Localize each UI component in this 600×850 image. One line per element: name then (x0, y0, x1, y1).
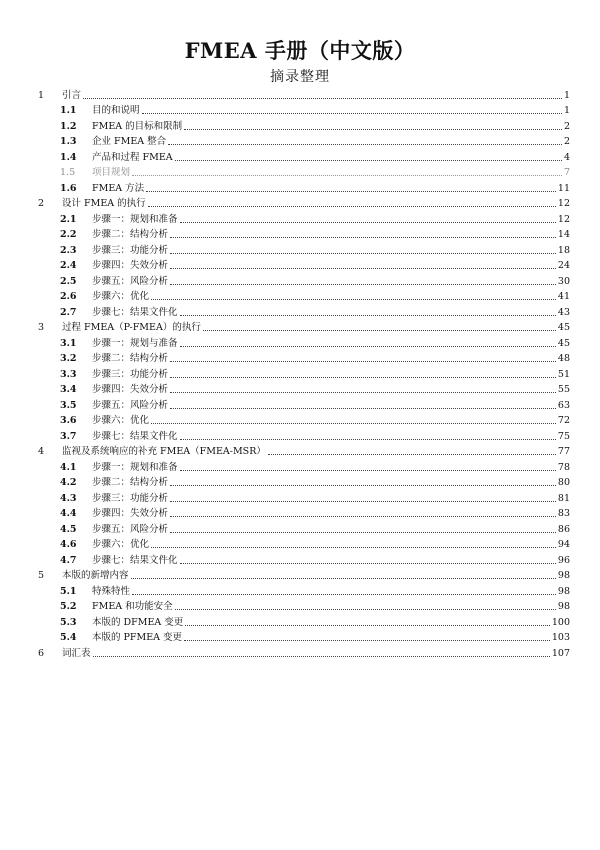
toc-dot-leader (180, 470, 556, 471)
toc-entry-title: 步骤五：风险分析 (92, 275, 169, 287)
toc-entry[interactable] (32, 412, 570, 428)
toc-entry[interactable] (32, 179, 570, 195)
toc-entry[interactable] (32, 598, 570, 614)
toc-entry[interactable] (32, 117, 570, 133)
toc-entry-title: 步骤一：规划与准备 (92, 337, 178, 349)
toc-dot-leader (175, 609, 556, 610)
toc-entry-title: 步骤三：功能分析 (92, 244, 169, 256)
toc-entry-number: 3 (38, 322, 45, 333)
document-title: FMEA 手册（中文版） (184, 38, 416, 63)
toc-entry-title: 步骤六：优化 (92, 291, 150, 302)
toc-entry-number: 4.5 (60, 523, 77, 535)
toc-dot-leader (170, 501, 556, 502)
toc-entry-page-number: 7 (563, 167, 570, 178)
toc-entry[interactable] (32, 288, 570, 304)
toc-entry-title: 步骤五：风险分析 (92, 523, 169, 535)
toc-entry-title: 本版的新增内容 (62, 570, 129, 581)
toc-entry-page-number: 78 (557, 461, 570, 473)
toc-dot-leader (184, 129, 562, 130)
toc-dot-leader (170, 516, 556, 517)
toc-entry-page-number: 100 (551, 616, 570, 628)
toc-entry-page-number: 43 (557, 306, 570, 318)
toc-entry-number: 1.3 (60, 136, 77, 147)
toc-entry-number: 5.3 (60, 616, 77, 628)
toc-entry[interactable] (32, 365, 570, 381)
toc-entry-page-number: 55 (557, 384, 570, 395)
toc-entry-number: 1.5 (60, 167, 76, 178)
toc-dot-leader (180, 563, 556, 564)
toc-entry[interactable] (32, 133, 570, 149)
toc-dot-leader (151, 547, 556, 548)
toc-entry-number: 2.1 (60, 213, 77, 225)
toc-entry-number: 1.1 (60, 105, 77, 116)
toc-entry-number: 4.2 (60, 477, 77, 488)
toc-entry-title: 过程 FMEA（P-FMEA）的执行 (62, 322, 201, 333)
toc-entry-number: 2.5 (60, 275, 77, 287)
toc-entry-page-number: 75 (557, 430, 570, 442)
toc-dot-leader (170, 408, 556, 409)
toc-entry[interactable] (32, 210, 570, 226)
toc-entry-number: 5 (38, 570, 45, 581)
toc-entry[interactable] (32, 520, 570, 536)
toc-entry-title: FMEA 的目标和限制 (92, 120, 183, 132)
toc-dot-leader (170, 361, 556, 362)
toc-entry-number: 3.1 (60, 337, 77, 349)
toc-entry-page-number: 77 (557, 446, 570, 457)
toc-entry-number: 3.5 (60, 399, 77, 411)
toc-entry-page-number: 94 (557, 539, 570, 550)
toc-dot-leader (146, 191, 556, 192)
toc-dot-leader (142, 113, 562, 114)
toc-entry-page-number: 12 (557, 213, 570, 225)
toc-entry-page-number: 1 (563, 105, 570, 116)
toc-entry-number: 1.2 (60, 120, 77, 132)
toc-dot-leader (148, 206, 556, 207)
toc-entry-page-number: 51 (557, 368, 570, 380)
toc-dot-leader (170, 237, 556, 238)
toc-entry[interactable] (32, 505, 570, 521)
toc-entry-number: 4.6 (60, 539, 77, 550)
toc-entry-number: 4.7 (60, 554, 77, 566)
toc-entry-title: 步骤四：失效分析 (92, 384, 169, 395)
toc-entry-number: 5.2 (60, 601, 77, 612)
toc-entry[interactable] (32, 443, 570, 459)
toc-entry-title: 引言 (62, 89, 82, 101)
toc-entry-title: 本版的 PFMEA 变更 (92, 632, 183, 643)
toc-dot-leader (184, 640, 550, 641)
toc-entry[interactable] (32, 458, 570, 474)
toc-dot-leader (168, 144, 562, 145)
toc-entry[interactable] (32, 272, 570, 288)
toc-entry[interactable] (32, 257, 570, 273)
toc-dot-leader (180, 315, 556, 316)
toc-entry-title: 步骤五：风险分析 (92, 399, 169, 411)
toc-entry[interactable] (32, 644, 570, 660)
toc-entry[interactable] (32, 303, 570, 319)
toc-entry-title: 步骤七：结果文件化 (92, 430, 178, 442)
toc-dot-leader (170, 284, 556, 285)
toc-entry[interactable] (32, 629, 570, 645)
toc-entry[interactable] (32, 102, 570, 118)
toc-entry-page-number: 12 (557, 198, 570, 209)
toc-dot-leader (83, 98, 562, 99)
toc-entry-title: 目的和说明 (92, 105, 140, 116)
toc-entry[interactable] (32, 427, 570, 443)
toc-entry[interactable] (32, 148, 570, 164)
toc-entry-title: 步骤二：结构分析 (92, 353, 169, 364)
toc-entry-page-number: 98 (557, 601, 570, 612)
toc-entry-page-number: 63 (557, 399, 570, 411)
toc-entry-page-number: 81 (557, 492, 570, 504)
toc-entry[interactable] (32, 396, 570, 412)
toc-dot-leader (170, 268, 556, 269)
toc-entry-title: FMEA 方法 (92, 182, 145, 194)
document-subtitle: 摘录整理 (270, 69, 330, 85)
toc-entry[interactable] (32, 334, 570, 350)
toc-entry[interactable] (32, 567, 570, 583)
toc-entry-number: 1.6 (60, 182, 77, 194)
toc-entry-page-number: 45 (557, 337, 570, 349)
toc-entry-number: 6 (38, 647, 45, 659)
toc-entry-title: 步骤四：失效分析 (92, 508, 169, 519)
toc-entry-page-number: 2 (563, 136, 570, 147)
toc-entry-title: 步骤七：结果文件化 (92, 306, 178, 318)
toc-entry-number: 2.4 (60, 260, 77, 271)
toc-entry-number: 1.4 (60, 151, 77, 163)
toc-entry-page-number: 48 (557, 353, 570, 364)
toc-entry-page-number: 4 (563, 151, 570, 163)
toc-entry-number: 3.4 (60, 384, 77, 395)
toc-entry-title: 步骤二：结构分析 (92, 477, 169, 488)
toc-entry-page-number: 45 (557, 322, 570, 333)
toc-entry-page-number: 41 (557, 291, 570, 302)
toc-entry-title: 步骤一：规划和准备 (92, 461, 178, 473)
toc-entry[interactable] (32, 86, 570, 102)
toc-entry[interactable] (32, 164, 570, 180)
toc-entry-title: 监视及系统响应的补充 FMEA（FMEA-MSR） (62, 446, 266, 457)
toc-dot-leader (180, 439, 556, 440)
toc-entry[interactable] (32, 582, 570, 598)
toc-entry-number: 2.7 (60, 306, 77, 318)
toc-entry-number: 3.3 (60, 368, 77, 380)
toc-entry-title: 步骤一：规划和准备 (92, 213, 178, 225)
toc-entry-title: 步骤六：优化 (92, 539, 150, 550)
toc-entry[interactable] (32, 551, 570, 567)
toc-entry-page-number: 18 (557, 244, 570, 256)
toc-entry-title: 步骤四：失效分析 (92, 260, 169, 271)
toc-dot-leader (132, 175, 562, 176)
toc-entry-page-number: 1 (563, 89, 570, 101)
toc-entry-number: 3.7 (60, 430, 77, 442)
toc-dot-leader (203, 330, 556, 331)
toc-entry-title: 特殊特性 (92, 585, 131, 597)
table-of-contents (32, 86, 570, 660)
toc-entry-number: 3.2 (60, 353, 77, 364)
toc-entry-page-number: 107 (551, 647, 570, 659)
toc-entry-number: 4.1 (60, 461, 77, 473)
toc-entry-title: 项目规划 (92, 167, 131, 178)
toc-entry-title: 步骤二：结构分析 (92, 229, 169, 240)
toc-entry-page-number: 103 (551, 632, 570, 643)
toc-dot-leader (170, 392, 556, 393)
toc-dot-leader (151, 299, 556, 300)
toc-entry[interactable] (32, 226, 570, 242)
toc-entry-number: 3.6 (60, 415, 77, 426)
toc-entry-title: 步骤三：功能分析 (92, 492, 169, 504)
toc-dot-leader (170, 377, 556, 378)
toc-entry-title: FMEA 和功能安全 (92, 601, 173, 612)
toc-entry-title: 步骤三：功能分析 (92, 368, 169, 380)
toc-entry-title: 步骤七：结果文件化 (92, 554, 178, 566)
toc-entry-number: 4.4 (60, 508, 77, 519)
toc-entry[interactable] (32, 381, 570, 397)
toc-entry-page-number: 11 (557, 182, 570, 194)
toc-entry-title: 设计 FMEA 的执行 (62, 198, 146, 209)
toc-entry-number: 1 (38, 89, 45, 101)
toc-entry-number: 4.3 (60, 492, 77, 504)
toc-entry-page-number: 98 (557, 570, 570, 581)
toc-entry-title: 词汇表 (62, 647, 91, 659)
toc-entry-number: 2.2 (60, 229, 77, 240)
toc-dot-leader (131, 578, 556, 579)
toc-entry-number: 2.3 (60, 244, 77, 256)
toc-dot-leader (170, 485, 556, 486)
toc-dot-leader (180, 222, 556, 223)
toc-entry-page-number: 96 (557, 554, 570, 566)
toc-entry-page-number: 83 (557, 508, 570, 519)
toc-dot-leader (151, 423, 556, 424)
toc-dot-leader (170, 253, 556, 254)
toc-entry-number: 5.4 (60, 632, 77, 643)
toc-entry[interactable] (32, 489, 570, 505)
toc-dot-leader (268, 454, 556, 455)
toc-dot-leader (132, 594, 556, 595)
toc-entry-number: 5.1 (60, 585, 77, 597)
toc-entry-page-number: 24 (557, 260, 570, 271)
toc-entry-number: 4 (38, 446, 45, 457)
toc-entry[interactable] (32, 319, 570, 335)
toc-entry[interactable] (32, 536, 570, 552)
toc-entry-number: 2 (38, 198, 45, 209)
toc-entry[interactable] (32, 241, 570, 257)
toc-entry-title: 步骤六：优化 (92, 415, 150, 426)
toc-entry-page-number: 86 (557, 523, 570, 535)
toc-entry[interactable] (32, 195, 570, 211)
toc-entry-page-number: 14 (557, 229, 570, 240)
toc-entry[interactable] (32, 613, 570, 629)
toc-entry[interactable] (32, 474, 570, 490)
toc-dot-leader (180, 346, 556, 347)
toc-dot-leader (170, 532, 556, 533)
toc-entry[interactable] (32, 350, 570, 366)
toc-dot-leader (185, 625, 550, 626)
toc-entry-title: 产品和过程 FMEA (92, 151, 173, 163)
toc-entry-number: 2.6 (60, 291, 77, 302)
toc-entry-title: 本版的 DFMEA 变更 (92, 616, 184, 628)
toc-entry-title: 企业 FMEA 整合 (92, 136, 167, 147)
toc-entry-page-number: 2 (563, 120, 570, 132)
toc-entry-page-number: 80 (557, 477, 570, 488)
toc-dot-leader (93, 656, 550, 657)
toc-dot-leader (175, 160, 562, 161)
toc-entry-page-number: 98 (557, 585, 570, 597)
toc-entry-page-number: 30 (557, 275, 570, 287)
toc-entry-page-number: 72 (557, 415, 570, 426)
